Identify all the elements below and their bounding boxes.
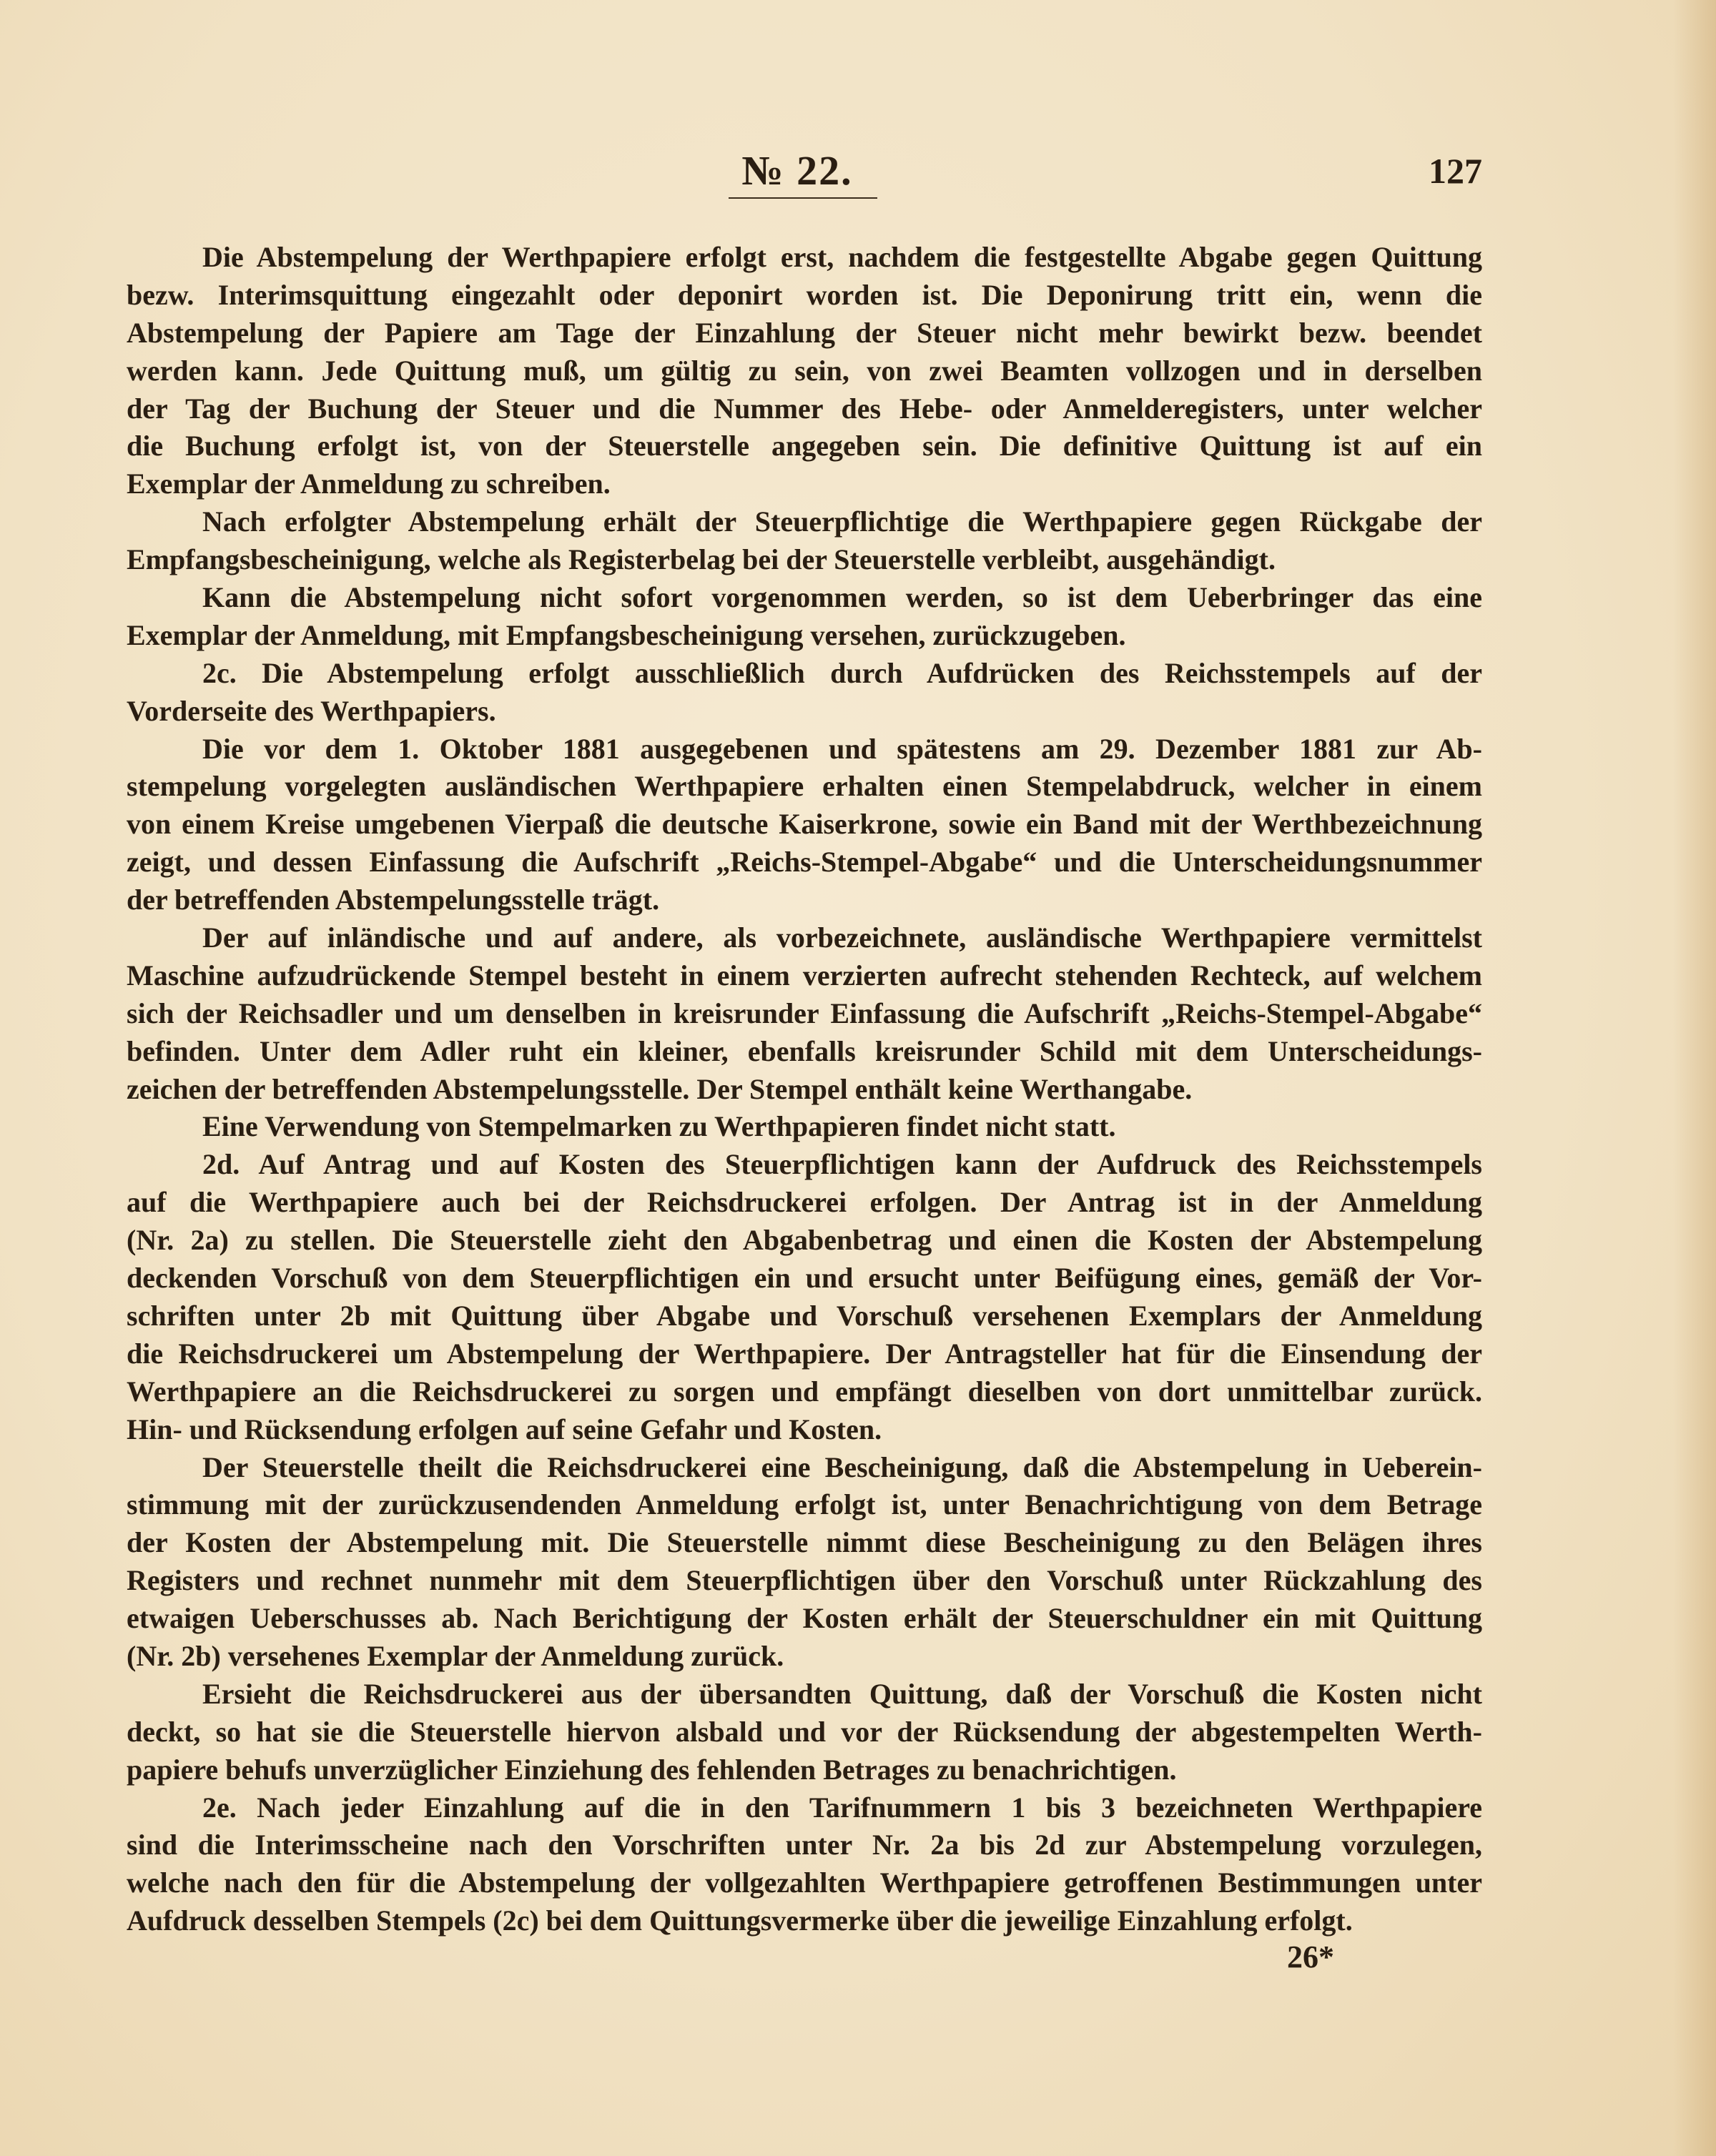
text-line: Die vor dem 1. Oktober 1881 ausgegebenen und spätestens am 29. Dezember 1881 zur Ab- bbox=[202, 732, 1482, 765]
text-line: Werthpapiere an die Reichsdruckerei zu sorgen und empfängt dieselben von dort unmittelbar zurück. bbox=[127, 1375, 1482, 1408]
paragraph bbox=[127, 239, 1482, 503]
paragraph bbox=[127, 1789, 1482, 1941]
paragraph bbox=[127, 579, 1482, 655]
paragraph bbox=[127, 503, 1482, 579]
text-line: der Kosten der Abstempelung mit. Die Steuerstelle nimmt diese Bescheinigung zu den Belägen ihres bbox=[127, 1526, 1482, 1559]
text-line: der betreffenden Abstempelungsstelle trägt. bbox=[127, 884, 660, 916]
text-line: 2c. Die Abstempelung erfolgt ausschließlich durch Aufdrücken des Reichsstempels auf der bbox=[202, 656, 1482, 689]
text-line: Der Steuerstelle theilt die Reichsdruckerei eine Bescheinigung, daß die Abstempelung in Ueberein- bbox=[202, 1450, 1482, 1483]
issue-number: № 22. bbox=[741, 147, 853, 194]
paragraph bbox=[127, 731, 1482, 919]
text-line: schriften unter 2b mit Quittung über Abgabe und Vorschuß versehenen Exemplars der Anmeldung bbox=[127, 1299, 1482, 1332]
text-line: Empfangsbescheinigung, welche als Registerbelag bei der Steuerstelle verbleibt, ausgehändigt. bbox=[127, 543, 1276, 576]
text-line: auf die Werthpapiere auch bei der Reichsdruckerei erfolgen. Der Antrag ist in der Anmeldung bbox=[127, 1186, 1482, 1219]
text-line: werden kann. Jede Quittung muß, um gültig zu sein, von zwei Beamten vollzogen und in derselben bbox=[127, 354, 1482, 387]
text-line: Aufdruck desselben Stempels (2c) bei dem Quittungsvermerke über die jeweilige Einzahlung erfolgt. bbox=[127, 1904, 1353, 1937]
text-line: deckt, so hat sie die Steuerstelle hiervon alsbald und vor der Rücksendung der abgestempelten Werth- bbox=[127, 1715, 1482, 1748]
document-body bbox=[127, 239, 1482, 1940]
text-line: sich der Reichsadler und um denselben in kreisrunder Einfassung die Aufschrift „Reichs-Stempel-Abgabe“ bbox=[127, 997, 1482, 1029]
header-rule bbox=[729, 197, 877, 199]
paragraph bbox=[127, 1146, 1482, 1448]
text-line: 2e. Nach jeder Einzahlung auf die in den Tarifnummern 1 bis 3 bezeichneten Werthpapiere bbox=[202, 1791, 1482, 1824]
page-edge-shadow bbox=[1673, 0, 1716, 2156]
text-line: etwaigen Ueberschusses ab. Nach Berichtigung der Kosten erhält der Steuerschuldner ein mit Quittung bbox=[127, 1602, 1482, 1635]
text-line: Vorderseite des Werthpapiers. bbox=[127, 694, 496, 727]
signature-mark: 26* bbox=[1287, 1939, 1334, 1974]
text-line: Eine Verwendung von Stempelmarken zu Werthpapieren findet nicht statt. bbox=[202, 1110, 1116, 1143]
paragraph bbox=[127, 1676, 1482, 1789]
text-line: bezw. Interimsquittung eingezahlt oder deponirt worden ist. Die Deponirung tritt ein, wenn die bbox=[127, 278, 1482, 311]
text-line: Kann die Abstempelung nicht sofort vorgenommen werden, so ist dem Ueberbringer das eine bbox=[202, 581, 1482, 614]
text-line: Maschine aufzudrückende Stempel besteht in einem verzierten aufrecht stehenden Rechteck, auf welchem bbox=[127, 959, 1482, 992]
text-line: Exemplar der Anmeldung, mit Empfangsbescheinigung versehen, zurückzugeben. bbox=[127, 618, 1126, 651]
text-line: die Reichsdruckerei um Abstempelung der Werthpapiere. Der Antragsteller hat für die Einsendung der bbox=[127, 1337, 1482, 1370]
text-line: Hin- und Rücksendung erfolgen auf seine Gefahr und Kosten. bbox=[127, 1413, 882, 1445]
paragraph bbox=[127, 1449, 1482, 1676]
text-line: sind die Interimsscheine nach den Vorschriften unter Nr. 2a bis 2d zur Abstempelung vorzulegen, bbox=[127, 1829, 1482, 1861]
text-line: zeichen der betreffenden Abstempelungsstelle. Der Stempel enthält keine Werthangabe. bbox=[127, 1072, 1193, 1105]
text-line: stempelung vorgelegten ausländischen Werthpapiere erhalten einen Stempelabdruck, welcher in einem bbox=[127, 770, 1482, 803]
text-line: Nach erfolgter Abstempelung erhält der Steuerpflichtige die Werthpapiere gegen Rückgabe der bbox=[202, 505, 1482, 538]
text-line: stimmung mit der zurückzusendenden Anmeldung erfolgt ist, unter Benachrichtigung von dem Betrage bbox=[127, 1488, 1482, 1521]
text-line: die Buchung erfolgt ist, von der Steuerstelle angegeben sein. Die definitive Quittung ist auf ein bbox=[127, 430, 1482, 463]
text-line: der Tag der Buchung der Steuer und die Nummer des Hebe- oder Anmelderegisters, unter welcher bbox=[127, 392, 1482, 425]
text-line: (Nr. 2b) versehenes Exemplar der Anmeldung zurück. bbox=[127, 1639, 784, 1672]
text-line: Abstempelung der Papiere am Tage der Einzahlung der Steuer nicht mehr bewirkt bezw. beendet bbox=[127, 316, 1482, 349]
text-line: Registers und rechnet nunmehr mit dem Steuerpflichtigen über den Vorschuß unter Rückzahlung des bbox=[127, 1564, 1482, 1597]
page-number: 127 bbox=[1429, 151, 1482, 191]
text-line: welche nach den für die Abstempelung der vollgezahlten Werthpapiere getroffenen Bestimmungen unter bbox=[127, 1866, 1482, 1899]
text-line: Der auf inländische und auf andere, als vorbezeichnete, ausländische Werthpapiere vermittelst bbox=[202, 921, 1482, 954]
paragraph bbox=[127, 919, 1482, 1108]
text-line: deckenden Vorschuß von dem Steuerpflichtigen ein und ersucht unter Beifügung eines, gemäß der Vor- bbox=[127, 1262, 1482, 1295]
text-line: zeigt, und dessen Einfassung die Aufschrift „Reichs-Stempel-Abgabe“ und die Unterscheidungsnummer bbox=[127, 846, 1482, 879]
text-line: Die Abstempelung der Werthpapiere erfolgt erst, nachdem die festgestellte Abgabe gegen Quittung bbox=[202, 241, 1482, 273]
text-line: papiere behufs unverzüglicher Einziehung des fehlenden Betrages zu benachrichtigen. bbox=[127, 1753, 1177, 1786]
text-line: 2d. Auf Antrag und auf Kosten des Steuerpflichtigen kann der Aufdruck des Reichsstempels bbox=[202, 1148, 1482, 1181]
paragraph bbox=[127, 655, 1482, 731]
text-line: Exemplar der Anmeldung zu schreiben. bbox=[127, 468, 611, 500]
text-line: befinden. Unter dem Adler ruht ein kleiner, ebenfalls kreisrunder Schild mit dem Unterscheidungs- bbox=[127, 1034, 1482, 1067]
text-line: (Nr. 2a) zu stellen. Die Steuerstelle zieht den Abgabenbetrag und einen die Kosten der Abstempelung bbox=[127, 1224, 1482, 1257]
text-line: Ersieht die Reichsdruckerei aus der übersandten Quittung, daß der Vorschuß die Kosten nicht bbox=[202, 1677, 1482, 1710]
paragraph bbox=[127, 1108, 1482, 1146]
text-line: von einem Kreise umgebenen Vierpaß die deutsche Kaiserkrone, sowie ein Band mit der Werthbezeichnung bbox=[127, 808, 1482, 841]
